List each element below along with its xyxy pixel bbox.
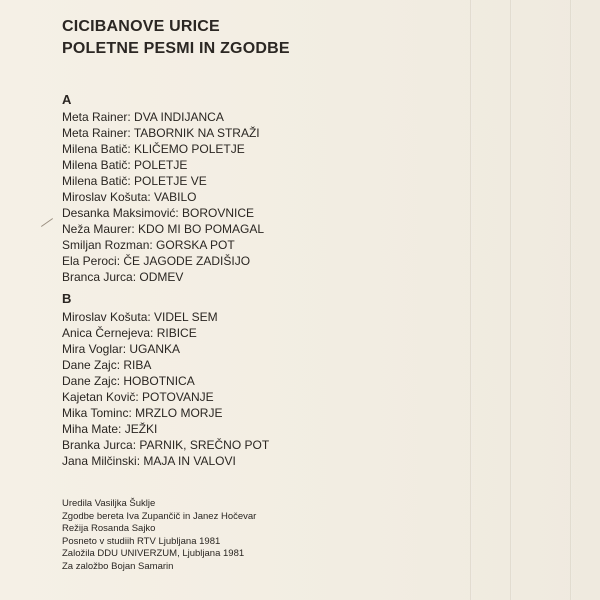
track-item: Desanka Maksimović: BOROVNICE xyxy=(62,206,255,220)
track-item: Miroslav Košuta: VIDEL SEM xyxy=(62,310,218,324)
track-item: Dane Zajc: RIBA xyxy=(62,358,152,372)
track-item: Miha Mate: JEŽKI xyxy=(62,422,158,436)
track-item: Branka Jurca: PARNIK, SREČNO POT xyxy=(62,438,270,452)
track-item: Anica Černejeva: RIBICE xyxy=(62,326,197,340)
track-item: Meta Rainer: DVA INDIJANCA xyxy=(62,110,224,124)
track-item: Branca Jurca: ODMEV xyxy=(62,270,184,284)
track-item: Ela Peroci: ČE JAGODE ZADIŠIJO xyxy=(62,254,251,268)
track-item: Jana Milčinski: MAJA IN VALOVI xyxy=(62,454,236,468)
credit-line: Za založbo Bojan Samarin xyxy=(62,560,174,572)
credit-line: Uredila Vasiljka Šuklje xyxy=(62,498,156,509)
fold-line xyxy=(470,0,472,600)
side-b-label: B xyxy=(62,291,72,306)
side-a-label: A xyxy=(62,92,72,107)
credit-line: Režija Rosanda Sajko xyxy=(62,523,156,535)
side-a-track-list xyxy=(62,109,264,285)
track-item: Mika Tominc: MRZLO MORJE xyxy=(62,406,223,420)
fold-line xyxy=(510,0,512,600)
track-item: Milena Batič: KLIČEMO POLETJE xyxy=(62,142,245,156)
track-item: Milena Batič: POLETJE xyxy=(62,158,188,172)
track-item: Kajetan Kovič: POTOVANJE xyxy=(62,390,214,404)
credit-line: Posneto v studiih RTV Ljubljana 1981 xyxy=(62,535,221,547)
track-item: Dane Zajc: HOBOTNICA xyxy=(62,374,195,388)
album-title: CICIBANOVE URICE xyxy=(62,18,220,35)
track-item: Meta Rainer: TABORNIK NA STRAŽI xyxy=(62,126,260,140)
credit-line: Založila DDU UNIVERZUM, Ljubljana 1981 xyxy=(62,548,245,560)
track-item: Neža Maurer: KDO MI BO POMAGAL xyxy=(62,222,265,236)
credit-line: Zgodbe bereta Iva Zupančič in Janez Hočevar xyxy=(62,510,257,522)
track-item: Milena Batič: POLETJE VE xyxy=(62,174,207,188)
fold-line xyxy=(570,0,572,600)
album-subtitle: POLETNE PESMI IN ZGODBE xyxy=(62,40,290,57)
track-item: Smiljan Rozman: GORSKA POT xyxy=(62,238,235,252)
track-item: Mira Voglar: UGANKA xyxy=(62,342,181,356)
credits-list xyxy=(62,498,256,574)
track-item: Miroslav Košuta: VABILO xyxy=(62,190,197,204)
side-b-track-list xyxy=(62,309,269,469)
pen-mark xyxy=(41,218,53,227)
